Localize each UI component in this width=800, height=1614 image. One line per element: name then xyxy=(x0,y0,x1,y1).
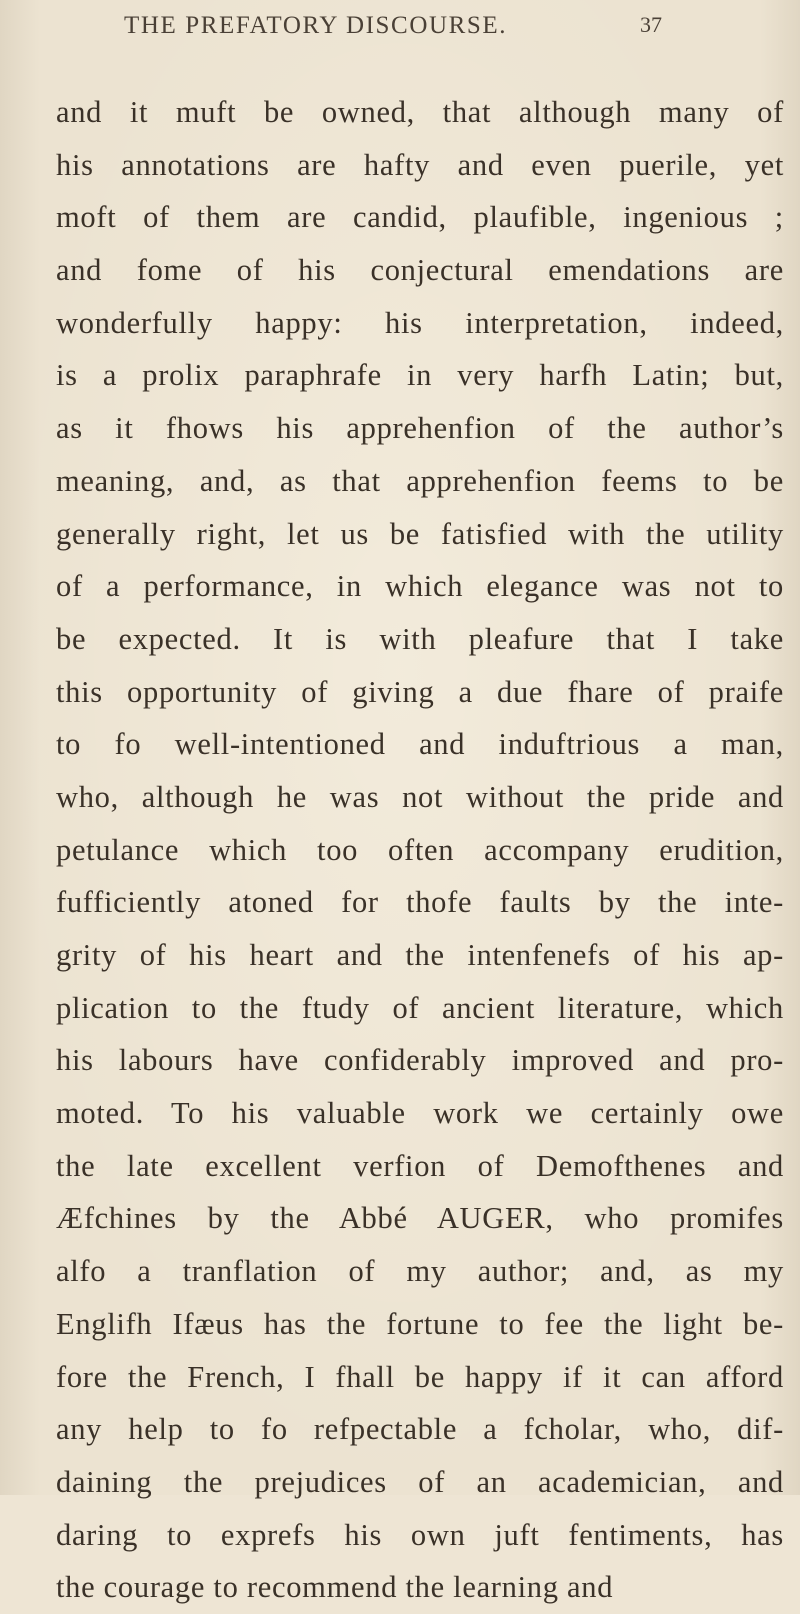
text-line: daining the prejudices of an academician, and xyxy=(56,1464,784,1499)
text-line: be expected. It is with pleafure that I take xyxy=(56,621,784,656)
text-line: grity of his heart and the intenfenefs of his ap- xyxy=(56,938,784,972)
text-line: wonderfully happy: his interpretation, indeed, xyxy=(56,305,784,340)
text-line: any help to fo refpectable a fcholar, who, dif- xyxy=(56,1412,784,1447)
text-line: moft of them are candid, plaufible, ingenious ; xyxy=(56,200,784,235)
text-line: alfo a tranflation of my author; and, as my xyxy=(56,1254,784,1289)
text-line: and it muft be owned, that although many of xyxy=(56,95,784,129)
text-line: as it fhows his apprehenfion of the author’s xyxy=(56,411,784,446)
text-line: moted. To his valuable work we certainly owe xyxy=(56,1096,784,1131)
text-line: fufficiently atoned for thofe faults by the inte- xyxy=(56,885,784,920)
text-line: meaning, and, as that apprehenfion feems to be xyxy=(56,463,784,498)
text-line: to fo well-intentioned and induftrious a man, xyxy=(56,727,784,762)
text-line: Æfchines by the Abbé AUGER, who promifes xyxy=(56,1201,784,1236)
text-line: the late excellent verfion of Demofthenes and xyxy=(56,1148,784,1183)
text-line: this opportunity of giving a due fhare of praife xyxy=(56,674,784,709)
text-line: who, although he was not without the pride and xyxy=(56,779,784,814)
text-line: of a performance, in which elegance was not to xyxy=(56,569,784,604)
text-line: and fome of his conjectural emendations are xyxy=(56,253,784,288)
text-line: generally right, let us be fatisfied with the utility xyxy=(56,516,784,551)
text-line: is a prolix paraphrafe in very harfh Latin; but, xyxy=(56,358,784,393)
running-title: THE PREFATORY DISCOURSE. xyxy=(124,12,508,39)
text-line: fore the French, I fhall be happy if it can afford xyxy=(56,1359,784,1394)
page-number: 37 xyxy=(640,12,662,37)
body-text xyxy=(56,86,786,1614)
text-line: petulance which too often accompany erudition, xyxy=(56,832,784,867)
running-head xyxy=(0,8,800,48)
text-line: the courage to recommend the learning and xyxy=(56,1570,614,1605)
text-line: Englifh Ifæus has the fortune to fee the light be- xyxy=(56,1306,784,1341)
text-line: daring to exprefs his own juft fentiments, has xyxy=(56,1517,784,1552)
text-line: plication to the ftudy of ancient literature, which xyxy=(56,990,784,1025)
text-line: his labours have confiderably improved and pro- xyxy=(56,1043,784,1078)
text-line: his annotations are hafty and even puerile, yet xyxy=(56,147,784,182)
